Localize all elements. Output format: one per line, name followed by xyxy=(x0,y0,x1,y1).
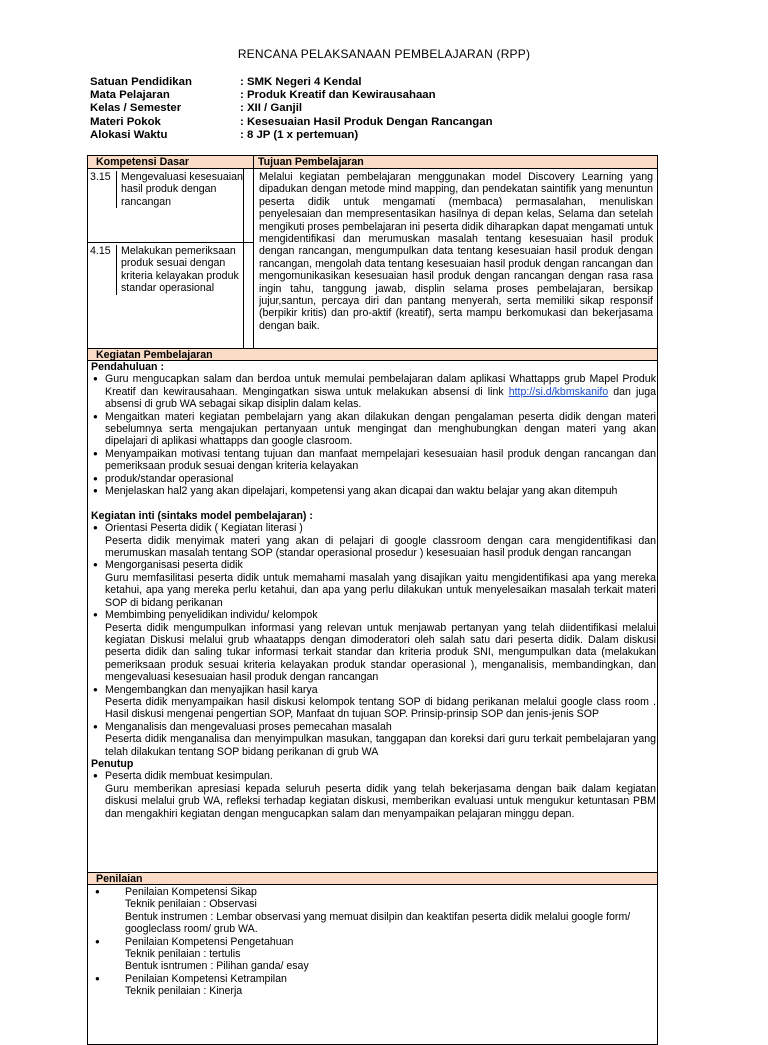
kd-text: Melakukan pemeriksaan produk sesuai dengan kriteria kelayakan produk standar operasional xyxy=(116,245,243,295)
list-item: ● Menyampaikan motivasi tentang tujuan dan manfaat mempelajari kesesuaian hasil produk dengan rancangan dan pemeriksaan produk sesuai dengan kriteria kelayakan xyxy=(91,448,656,473)
penutup-list xyxy=(91,770,656,820)
item-head: ● Orientasi Peserta didik ( Kegiatan literasi ) xyxy=(105,522,303,535)
item-head: ● Membimbing penyelidikan individu/ kelompok xyxy=(105,609,318,622)
penilaian-line: Bentuk isntrumen : Pilihan ganda/ esay xyxy=(125,960,309,973)
kd-number: 4.15 xyxy=(90,245,111,257)
list-item xyxy=(91,770,656,820)
kd-number: 3.15 xyxy=(90,171,111,183)
item-body: Peserta didik menganalisa dan menyimpulkan masukan, tanggapan dan koreksi dari guru terkait pembelajaran yang telah dilakukan tentang SOP bidang perikanan di grub WA xyxy=(105,733,656,758)
penilaian-line: Teknik penilaian : tertulis xyxy=(125,948,241,961)
penilaian-item-title: ● Penilaian Kompetensi Pengetahuan xyxy=(91,936,656,948)
kd-text: Mengevaluasi kesesuaian hasil produk dengan rancangan xyxy=(116,171,243,208)
item-body: Peserta didik menyampaikan hasil diskusi kelompok tentang SOP di bidang perikanan melalui google class room . Hasil diskusi mengenai pengertian SOP, Manfaat dn tujuan SOP. Prinsip-prinsip SOP dan jenis-jenis SOP xyxy=(105,695,656,721)
identity-value: : Produk Kreatif dan Kewirausahaan xyxy=(240,89,436,102)
penilaian-body xyxy=(91,886,656,998)
identity-row xyxy=(90,129,493,142)
kd-row-4-15 xyxy=(88,245,254,295)
item-text: dan juga absensi di grub WA sebagai sikap disiplin dalam kelas. xyxy=(105,385,656,411)
inti-title: Kegiatan inti (sintaks model pembelajaran) : xyxy=(91,509,313,522)
item-head: ● Mengorganisasi peserta didik xyxy=(105,559,243,572)
penilaian-line: Teknik penilaian : Kinerja xyxy=(125,985,243,998)
pendahuluan-list xyxy=(91,373,656,497)
list-item xyxy=(91,684,656,721)
list-item xyxy=(91,721,656,758)
identity-value: : 8 JP (1 x pertemuan) xyxy=(240,128,359,141)
document-title: RENCANA PELAKSANAAN PEMBELAJARAN (RPP) xyxy=(237,47,531,61)
item-head: ● Menganalisis dan mengevaluasi proses pemecahan masalah xyxy=(105,720,392,733)
identity-key: Materi Pokok xyxy=(90,115,161,128)
pendahuluan-title: Pendahuluan : xyxy=(91,361,164,373)
identity-row xyxy=(90,116,493,129)
identity-value: : Kesesuaian Hasil Produk Dengan Rancangan xyxy=(240,115,493,128)
penutup-title: Penutup xyxy=(91,757,134,770)
list-item xyxy=(91,373,656,410)
rpp-table xyxy=(87,155,658,1045)
list-item xyxy=(91,609,656,683)
item-body: Peserta didik menyimak materi yang akan di pelajari di google classroom dengan cara mengidentifikasi dan merumuskan masalah tentang SOP (standar operasional prosedur ) kesesuaian hasil produk dengan rancangan xyxy=(105,534,656,560)
kd-divider xyxy=(88,242,254,243)
list-item xyxy=(91,559,656,609)
absensi-link[interactable]: http://si.d/kbmskanifo xyxy=(508,385,609,398)
item-head: ● Peserta didik membuat kesimpulan. xyxy=(105,770,273,783)
inti-list xyxy=(91,522,656,758)
kegiatan-header: Kegiatan Pembelajaran xyxy=(88,348,657,361)
identity-key: Alokasi Waktu xyxy=(90,128,168,141)
identity-key: Satuan Pendidikan xyxy=(90,76,192,88)
identity-row xyxy=(90,76,493,89)
item-body: Guru memberikan apresiasi kepada seluruh peserta didik yang telah bekerjasama dengan baik dalam kegiatan diskusi melalui grub WA, refleksi terhadap kegiatan diskusi, memberikan evaluasi untuk mengukur ketuntasan PBM dan mengakhiri kegiatan dengan mengucapkan salam dan menyampaikan pelajaran minggu depan. xyxy=(105,782,656,820)
identity-key: Mata Pelajaran xyxy=(90,89,170,102)
kompetensi-dasar-header: Kompetensi Dasar xyxy=(88,156,254,169)
tujuan-pembelajaran-header: Tujuan Pembelajaran xyxy=(258,156,364,168)
identity-block xyxy=(90,76,493,142)
penilaian-line: Bentuk instrumen : Lembar observasi yang memuat disilpin dan keaktifan peserta didik melalui google form/ googleclass room/ grub WA. xyxy=(125,910,631,936)
kegiatan-body xyxy=(91,361,656,820)
item-text: Guru mengucapkan salam dan berdoa untuk memulai pembelajaran dalam aplikasi Whattapps grub Mapel Produk Kreatif dan kewirausahaan. Mengingatkan siswa untuk melakukan absensi di link xyxy=(105,373,656,398)
penilaian-header: Penilaian xyxy=(88,872,657,885)
list-item: ● Menjelaskan hal2 yang akan dipelajari, kompetensi yang akan dicapai dan waktu belajar yang akan ditempuh xyxy=(91,485,656,497)
identity-value: : XII / Ganjil xyxy=(240,102,303,115)
penilaian-line: Teknik penilaian : Observasi xyxy=(125,898,257,911)
identity-key: Kelas / Semester xyxy=(90,102,182,115)
list-item: ● Mengaitkan materi kegiatan pembelajarn yang akan dilakukan dengan pengalaman peserta didik dengan materi sebelumnya serta mengajukan pertanyaan untuk mengingat dan menghubungkan dengan materi yang akan dipelajari di aplikasi whattapps dan google clasroom. xyxy=(91,411,656,448)
penilaian-item-title: ● Penilaian Kompetensi Sikap xyxy=(91,886,656,898)
identity-row xyxy=(90,102,493,115)
kd-row-3-15 xyxy=(88,171,254,208)
identity-value: : SMK Negeri 4 Kendal xyxy=(240,76,362,88)
penilaian-item-title: ● Penilaian Kompetensi Ketrampilan xyxy=(91,973,656,985)
item-head: ● Mengembangkan dan menyajikan hasil karya xyxy=(105,683,318,696)
identity-row xyxy=(90,89,493,102)
table-header-row xyxy=(88,156,657,169)
list-item xyxy=(91,522,656,559)
list-item: ● produk/standar operasional xyxy=(91,473,656,485)
tujuan-text: Melalui kegiatan pembelajaran menggunakan model Discovery Learning yang dipadukan dengan metode mind mapping, dan pendekatan saintifik yang menuntun peserta didik untuk mengamati (membaca) permasalahan, menuliskan penyelesaian dan mempresentasikan hasilnya di depan kelas, Selama dan setelah mengikuti proses pembelajaran ini peserta didik diharapkan dapat mengamati untuk mengidentifikasi dan merumuskan masalah tentang kesesuaian hasil produk dengan rancangan, mengumpulkan data tentang kesesuaian hasil produk dengan rancangan, mengolah data tentang kesesuaian hasil produk dengan rancangan dan mengomunikasikan kesesuaian hasil produk dengan rancangan dengan rasa rasa ingin tahu, tanggung jawab, displin selama proses pembelajaran, bersikap jujur,santun, percaya diri dan pantang menyerah, serta memiliki sikap responsif (berpikir kritis) dan pro-aktif (kreatif), serta mampu berkomukasi dan bekerjasama dengan baik. xyxy=(259,171,653,332)
item-body: Peserta didik mengumpulkan informasi yang relevan untuk menjawab pertanyan yang telah diidentifikasi melalui kegiatan Diskusi melalui grub whaatapps dengan dimoderatori oleh salah satu dari peserta didik. Dalam diskusi peserta didik dan saling tukar informasi terkait standar dan kriteria produk SNI, mengumpulkan data (melakukan pemeriksaan produk sesuai kriteria kelayakan produk standar operasional ), menganalisis, membandingkan, dan mengevaluasi kesesuaian hasil produk dengan rancangan xyxy=(105,621,656,684)
item-body: Guru memfasilitasi peserta didik untuk memahami masalah yang disajikan yaitu mengidentifikasi apa yang mereka ketahui, apa yang mereka perlu ketahui, dan apa yang perlu dilakukan untuk menyelesaikan masalah terkait materi SOP di bidang perikanan xyxy=(105,571,656,609)
